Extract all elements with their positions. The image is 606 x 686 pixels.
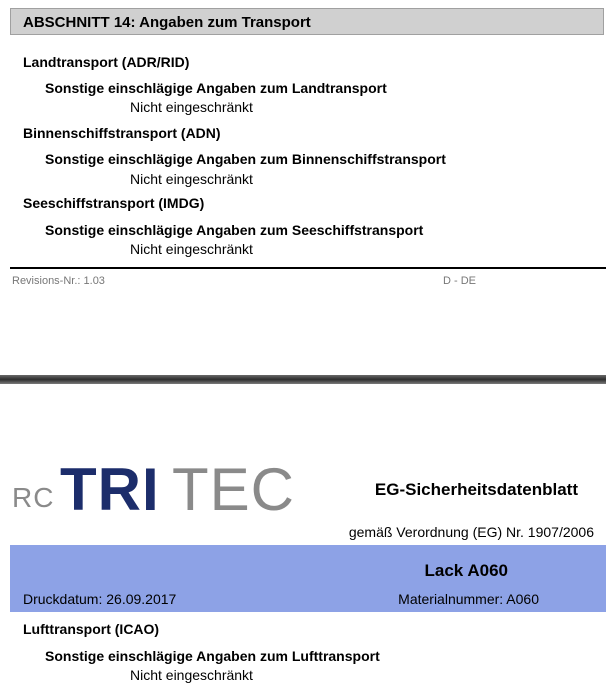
- material-number: Materialnummer: A060: [398, 591, 539, 607]
- land-heading: Landtransport (ADR/RID): [23, 54, 190, 70]
- inland-heading: Binnenschiffstransport (ADN): [23, 125, 221, 141]
- logo-tri: TRI: [60, 456, 160, 523]
- sea-sub-heading: Sonstige einschlägige Angaben zum Seeschiffstransport: [45, 222, 424, 238]
- logo-tec: TEC: [172, 456, 295, 523]
- footer-locale: D - DE: [443, 275, 476, 287]
- print-date: Druckdatum: 26.09.2017: [23, 591, 177, 607]
- logo-prefix: RC: [12, 482, 55, 513]
- air-value: Nicht eingeschränkt: [130, 667, 253, 683]
- land-value: Nicht eingeschränkt: [130, 99, 253, 115]
- land-sub-heading: Sonstige einschlägige Angaben zum Landtransport: [45, 80, 387, 96]
- product-name: Lack A060: [424, 561, 508, 580]
- document-title: EG-Sicherheitsdatenblatt: [374, 480, 578, 499]
- sea-value: Nicht eingeschränkt: [130, 241, 253, 257]
- page-separator: [0, 375, 606, 384]
- inland-sub-heading: Sonstige einschlägige Angaben zum Binnenschiffstransport: [45, 151, 446, 167]
- footer-divider: [10, 267, 606, 269]
- section-title: ABSCHNITT 14: Angaben zum Transport: [23, 14, 311, 31]
- revision-number: Revisions-Nr.: 1.03: [12, 275, 105, 287]
- regulation-text: gemäß Verordnung (EG) Nr. 1907/2006: [348, 524, 594, 540]
- section-14-header: [10, 8, 604, 35]
- air-sub-heading: Sonstige einschlägige Angaben zum Lufttransport: [45, 648, 380, 664]
- air-heading: Lufttransport (ICAO): [23, 621, 160, 637]
- sea-heading: Seeschiffstransport (IMDG): [23, 195, 205, 211]
- inland-value: Nicht eingeschränkt: [130, 171, 253, 187]
